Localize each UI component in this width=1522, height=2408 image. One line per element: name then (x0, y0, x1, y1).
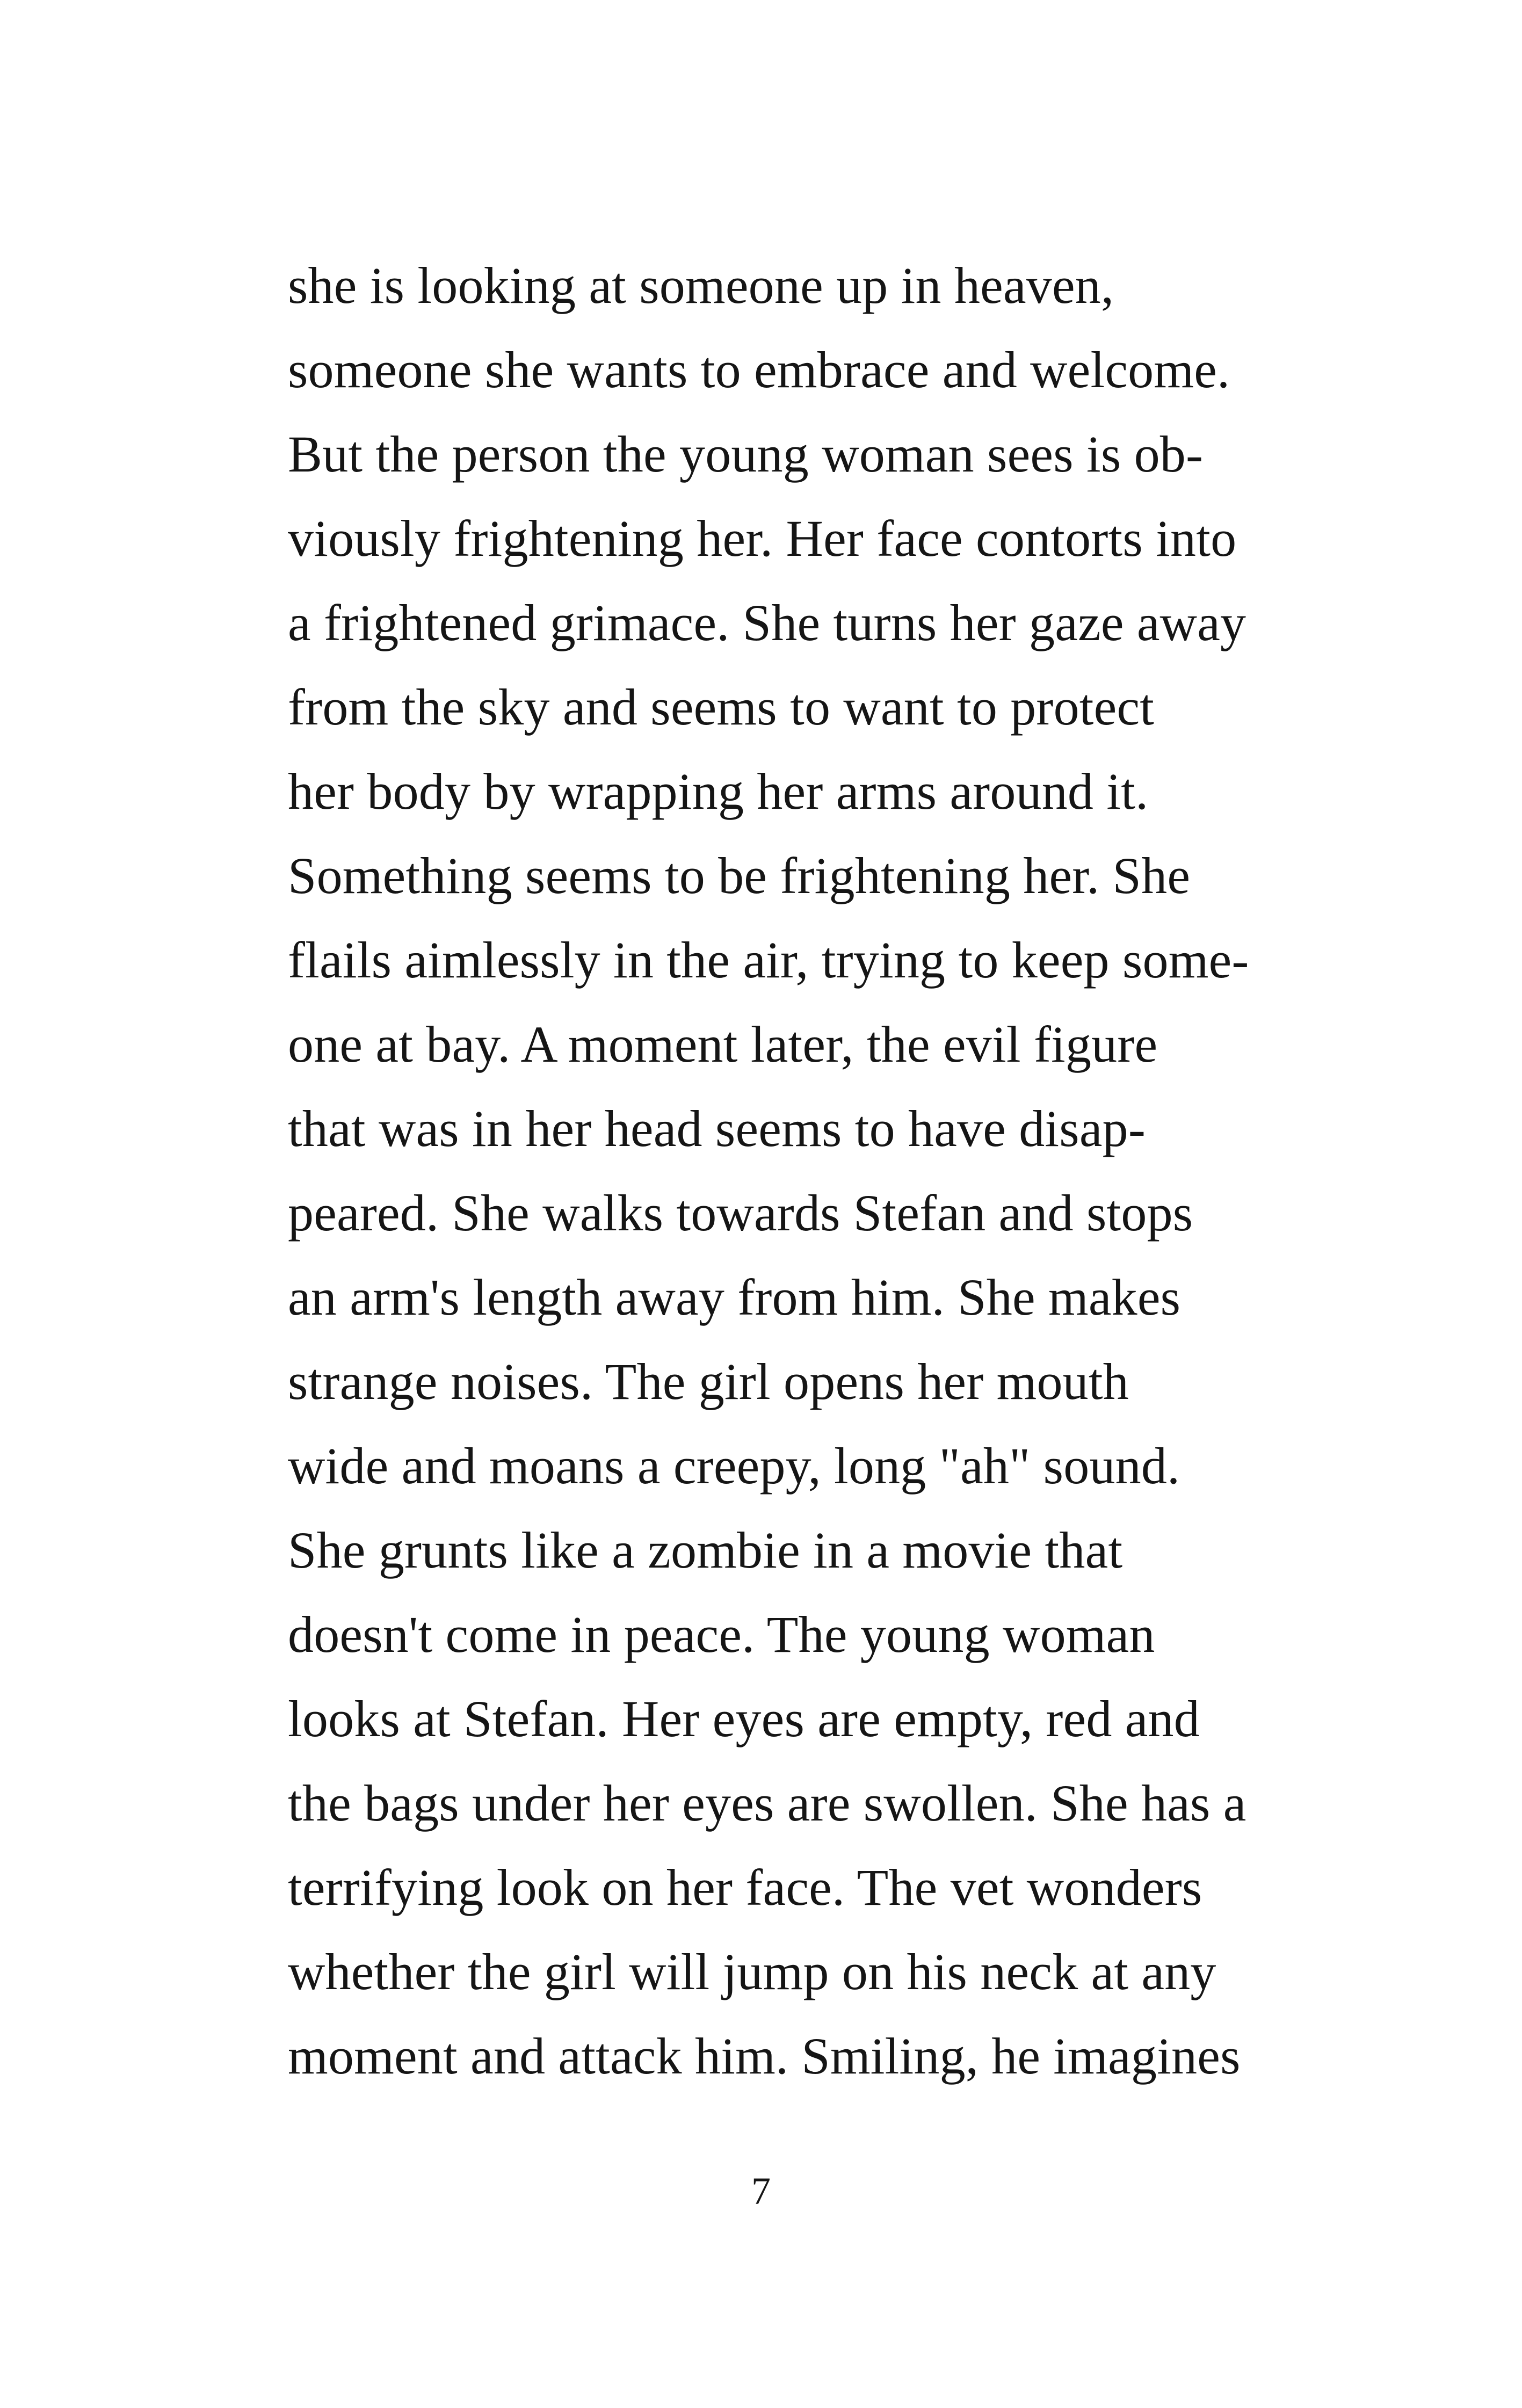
text-line: wide and moans a creepy, long "ah" sound. (288, 1437, 1180, 1495)
text-line: a frightened grimace. She turns her gaze away (288, 594, 1246, 651)
page-number: 7 (751, 2170, 771, 2213)
text-line: She grunts like a zombie in a movie that (288, 1521, 1123, 1579)
text-line: her body by wrapping her arms around it. (288, 763, 1149, 820)
text-line: she is looking at someone up in heaven, (288, 257, 1114, 314)
text-line: moment and attack him. Smiling, he imagines (288, 2027, 1241, 2085)
text-line: that was in her head seems to have disap- (288, 1100, 1146, 1157)
text-line: the bags under her eyes are swollen. She has a (288, 1774, 1246, 1832)
text-line: whether the girl will jump on his neck at any (288, 1943, 1216, 2000)
text-line: flails aimlessly in the air, trying to keep some- (288, 931, 1249, 989)
text-line: from the sky and seems to want to protect (288, 678, 1155, 736)
text-line: one at bay. A moment later, the evil figure (288, 1016, 1158, 1073)
text-line: terrifying look on her face. The vet wonders (288, 1859, 1202, 1916)
text-line: someone she wants to embrace and welcome. (288, 341, 1230, 398)
text-line: viously frightening her. Her face contorts into (288, 510, 1237, 567)
text-line: But the person the young woman sees is ob- (288, 425, 1204, 483)
text-line: looks at Stefan. Her eyes are empty, red and (288, 1690, 1200, 1747)
text-line: Something seems to be frightening her. She (288, 847, 1191, 904)
text-line: strange noises. The girl opens her mouth (288, 1353, 1129, 1410)
text-line: peared. She walks towards Stefan and stops (288, 1184, 1193, 1242)
text-line: an arm's length away from him. She makes (288, 1268, 1181, 1326)
text-line: doesn't come in peace. The young woman (288, 1606, 1155, 1663)
